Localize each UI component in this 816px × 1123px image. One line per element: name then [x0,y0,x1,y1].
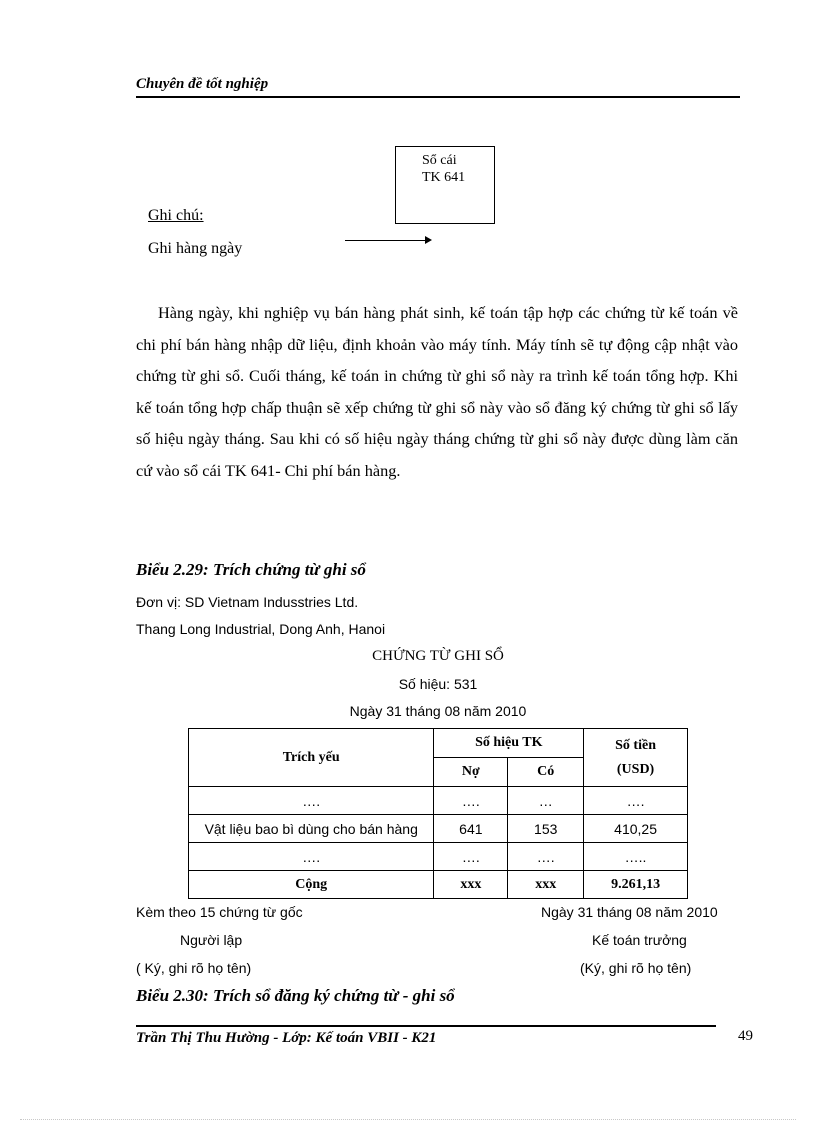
company-address: Thang Long Industrial, Dong Anh, Hanoi [136,621,386,637]
cell-amount: 410,25 [584,815,688,843]
cell-debit: 641 [434,815,508,843]
page-edge-divider [20,1119,796,1120]
cell-desc: Vật liệu bao bì dùng cho bán hàng [189,815,434,843]
cell-credit: 153 [508,815,584,843]
ledger-box-line1: Sổ cái [422,153,457,168]
cell-desc: …. [189,787,434,815]
page-number: 49 [738,1028,753,1044]
body-paragraph: Hàng ngày, khi nghiệp vụ bán hàng phát sinh, kế toán tập hợp các chứng từ kế toán về chi phí bán hàng nhập dữ liệu, định khoản vào máy tính. Máy tính sẽ tự động cập nhật vào chứng từ ghi sổ. Cuối tháng, kế toán in chứng từ ghi sổ này ra trình kế toán tổng hợp. Khi kế toán tổng hợp chấp thuận sẽ xếp chứng từ ghi sổ này vào sổ đăng ký chứng từ ghi sổ lấy số hiệu ngày tháng. Sau khi có số hiệu ngày tháng chứng từ ghi sổ này được dùng làm căn cứ vào sổ cái TK 641- Chi phí bán hàng. [136,303,738,480]
footer-author: Trần Thị Thu Hường - Lớp: Kế toán VBII - K21 [136,1030,437,1046]
total-credit: xxx [508,871,584,899]
col-header-credit: Có [508,758,584,787]
cell-amount: ….. [584,843,688,871]
cell-desc: …. [189,843,434,871]
col-header-description: Trích yếu [189,729,434,787]
table-total-row [189,871,688,899]
arrow-line [345,240,429,241]
table-row [189,787,688,815]
note-text: Ghi hàng ngày [148,240,243,257]
signature-date: Ngày 31 tháng 08 năm 2010 [541,904,718,920]
cell-debit: …. [434,787,508,815]
chief-accountant-label: Kế toán trưởng [592,932,687,948]
document-date: Ngày 31 tháng 08 năm 2010 [349,703,527,719]
preparer-signature-note: ( Ký, ghi rõ họ tên) [136,960,252,976]
col-header-account: Số hiệu TK [434,729,584,758]
cell-amount: …. [584,787,688,815]
total-amount: 9.261,13 [584,871,688,899]
ledger-box-line2: TK 641 [422,170,466,185]
table-row [189,843,688,871]
header-divider [136,96,740,98]
col-header-amount-line1: Số tiền [615,737,656,753]
document-title: CHỨNG TỪ GHI SỔ [372,648,504,664]
note-label: Ghi chú: [148,207,204,224]
section-229-title: Biểu 2.29: Trích chứng từ ghi sổ [136,560,366,579]
footer-divider [136,1025,716,1027]
cell-debit: …. [434,843,508,871]
total-debit: xxx [434,871,508,899]
ledger-box [395,146,495,224]
document-number: Số hiệu: 531 [398,676,478,692]
company-unit: Đơn vị: SD Vietnam Indusstries Ltd. [136,594,359,610]
preparer-label: Người lập [180,932,243,948]
cell-credit: …. [508,843,584,871]
attached-documents: Kèm theo 15 chứng từ gốc [136,904,303,920]
col-header-amount [584,729,688,787]
arrow-head-icon [425,236,432,244]
section-230-title: Biểu 2.30: Trích sổ đăng ký chứng từ - ghi sổ [136,986,455,1005]
voucher-table [188,728,688,899]
total-label: Cộng [189,871,434,899]
col-header-amount-line2: (USD) [616,761,655,777]
page-header-title: Chuyên đề tốt nghiệp [136,76,269,92]
cell-credit: … [508,787,584,815]
table-row [189,815,688,843]
chief-signature-note: (Ký, ghi rõ họ tên) [580,960,692,976]
col-header-debit: Nợ [434,758,508,787]
